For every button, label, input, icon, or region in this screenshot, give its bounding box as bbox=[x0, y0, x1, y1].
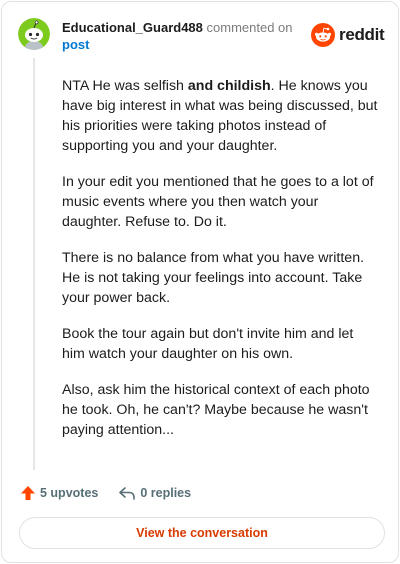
upvote-count[interactable] bbox=[20, 485, 98, 501]
brand-wordmark: reddit bbox=[339, 25, 385, 44]
comment-card bbox=[1, 1, 399, 563]
post-link[interactable]: post bbox=[62, 37, 90, 52]
bold-text: and childish bbox=[187, 78, 271, 94]
thread-line bbox=[33, 58, 35, 470]
comment-body bbox=[62, 76, 380, 456]
view-conversation-button[interactable]: View the conversation bbox=[19, 517, 385, 549]
comment-actions bbox=[20, 483, 191, 503]
comment-paragraph-4: Book the tour again but don't invite him and let him watch your daughter on his own. bbox=[62, 326, 354, 362]
upvote-label: 5 upvotes bbox=[40, 486, 99, 500]
reply-count[interactable] bbox=[118, 485, 191, 501]
reddit-brand[interactable] bbox=[311, 22, 384, 48]
reddit-logo-icon bbox=[311, 23, 335, 47]
upvote-arrow-icon bbox=[20, 485, 36, 501]
snoo-avatar-icon bbox=[18, 18, 50, 50]
user-avatar[interactable] bbox=[18, 18, 50, 50]
comment-paragraph-3: There is no balance from what you have written. He is not taking your feelings into account. Take your power back. bbox=[62, 250, 365, 306]
reply-label: 0 replies bbox=[140, 486, 192, 500]
username-link[interactable]: Educational_Guard488 bbox=[62, 20, 203, 35]
comment-paragraph-2: In your edit you mentioned that he goes to a lot of music events where you then watch your daughter. Refuse to. Do it. bbox=[62, 174, 374, 230]
comment-paragraph-5: Also, ask him the historical context of each photo he took. Oh, he can't? Maybe because he wasn't paying attention... bbox=[62, 382, 370, 438]
action-text: commented on bbox=[206, 20, 293, 35]
comment-paragraph-1: NTA He was selfish and childish. He knows you have big interest in what was being discussed, but his priorities were taking photos instead of supporting you and your daughter. bbox=[62, 78, 378, 154]
comment-meta bbox=[62, 19, 302, 53]
reply-arrow-icon bbox=[118, 485, 136, 501]
